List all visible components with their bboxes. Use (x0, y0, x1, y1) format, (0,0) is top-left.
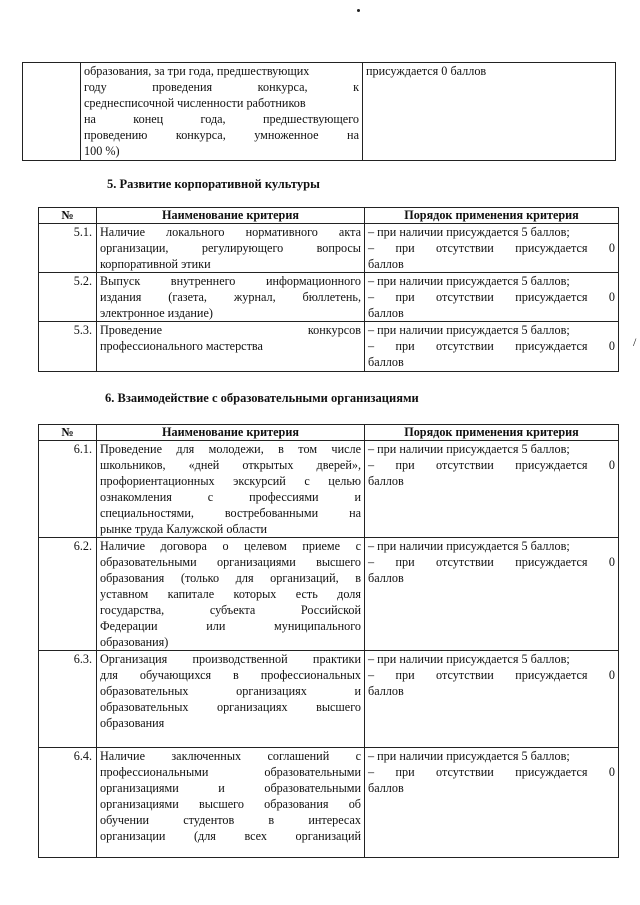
criterion-line: образовательных организациях и (100, 684, 361, 698)
criterion-line: Наличие локального нормативного акта (100, 225, 361, 239)
order-cell (365, 748, 619, 858)
table-row (39, 322, 619, 372)
section-6-table (38, 424, 619, 858)
criterion-line: организации (для всех организаций (100, 829, 361, 843)
row-number: 5.3. (39, 322, 97, 372)
order-line: баллов (368, 571, 404, 585)
criterion-line: образовательных организациях высшего (100, 700, 361, 714)
criterion-cell (97, 224, 365, 273)
scan-dot (357, 9, 360, 12)
order-line: – при наличии присуждается 5 баллов; (368, 442, 570, 456)
criterion-cell (97, 322, 365, 372)
criterion-line: корпоративной этики (100, 257, 211, 271)
criterion-cell (97, 748, 365, 858)
order-line: – при отсутствии присуждается 0 (368, 290, 615, 304)
order-line: – при отсутствии присуждается 0 (368, 765, 615, 779)
order-cell (365, 224, 619, 273)
order-line: – при отсутствии присуждается 0 (368, 339, 615, 353)
order-line: – при отсутствии присуждается 0 (368, 458, 615, 472)
criterion-cell (81, 63, 363, 161)
criterion-line: ознакомления с профессиями и (100, 490, 361, 504)
header-criterion: Наименование критерия (97, 208, 365, 224)
order-line: баллов (368, 781, 404, 795)
order-cell (365, 322, 619, 372)
order-line: – при отсутствии присуждается 0 (368, 668, 615, 682)
criterion-cell (97, 441, 365, 538)
order-cell (365, 273, 619, 322)
row-number: 6.2. (39, 538, 97, 651)
order-cell (365, 651, 619, 748)
criterion-line: Наличие заключенных соглашений с (100, 749, 361, 763)
criterion-line: организации, регулирующего вопросы (100, 241, 361, 255)
criterion-line: рынке труда Калужской области (100, 522, 268, 536)
criterion-line: на конец года, предшествующего (84, 112, 359, 126)
criterion-cell (97, 273, 365, 322)
criterion-line: специальностями, востребованными на (100, 506, 361, 520)
criterion-line: обучении студентов в интересах (100, 813, 361, 827)
section-5-title: 5. Развитие корпоративной культуры (107, 177, 320, 191)
row-number: 6.3. (39, 651, 97, 748)
order-line: – при отсутствии присуждается 0 (368, 555, 615, 569)
header-number: № (39, 425, 97, 441)
table-row (39, 224, 619, 273)
table-row (23, 63, 616, 161)
section-6-title: 6. Взаимодействие с образовательными организациями (105, 391, 419, 405)
row-number: 6.4. (39, 748, 97, 858)
criterion-cell (97, 651, 365, 748)
row-number: 5.1. (39, 224, 97, 273)
table-header-row (39, 425, 619, 441)
table-row (39, 538, 619, 651)
table-row (39, 748, 619, 858)
criterion-line: организациями и образовательными (100, 781, 361, 795)
order-line: – при наличии присуждается 5 баллов; (368, 225, 570, 239)
row-number: 5.2. (39, 273, 97, 322)
table-row (39, 273, 619, 322)
order-line: баллов (368, 257, 404, 271)
criterion-line: среднесписочной численности работников (84, 96, 306, 110)
order-line: – при отсутствии присуждается 0 (368, 241, 615, 255)
order-line: баллов (368, 355, 404, 369)
order-line: – при наличии присуждается 5 баллов; (368, 749, 570, 763)
criterion-line: издания (газета, журнал, бюллетень, (100, 290, 361, 304)
section-5-table (38, 207, 619, 372)
criterion-line: Федерации или муниципального (100, 619, 361, 633)
order-line: – при наличии присуждается 5 баллов; (368, 652, 570, 666)
header-order: Порядок применения критерия (365, 425, 619, 441)
order-line: баллов (368, 684, 404, 698)
criterion-line: 100 %) (84, 144, 120, 158)
criterion-line: образования, за три года, предшествующих (84, 64, 310, 78)
criterion-line: профессиональными образовательными (100, 765, 361, 779)
row-number-cell (23, 63, 81, 161)
order-line: – при наличии присуждается 5 баллов; (368, 274, 570, 288)
order-cell (365, 441, 619, 538)
criterion-line: электронное издание) (100, 306, 213, 320)
order-line: – при наличии присуждается 5 баллов; (368, 539, 570, 553)
criterion-line: школьников, «дней открытых дверей», (100, 458, 361, 472)
criterion-line: профориентационных экскурсий с целью (100, 474, 361, 488)
order-cell (365, 538, 619, 651)
criterion-line: проведению конкурса, умноженное на (84, 128, 359, 142)
criterion-cell (97, 538, 365, 651)
criterion-line: году проведения конкурса, к (84, 80, 359, 94)
order-cell (363, 63, 616, 161)
criterion-line: Наличие договора о целевом приеме с (100, 539, 361, 553)
header-order: Порядок применения критерия (365, 208, 619, 224)
criterion-line: Организация производственной практики (100, 652, 361, 666)
criterion-line: образования (100, 716, 165, 730)
continuation-table (22, 62, 616, 161)
criterion-line: организациями высшего образования об (100, 797, 361, 811)
table-row (39, 441, 619, 538)
criterion-line: Выпуск внутреннего информационного (100, 274, 361, 288)
criterion-line: уставном капитале которых есть доля (100, 587, 361, 601)
criterion-line: государства, субъекта Российской (100, 603, 361, 617)
criterion-line: Проведение конкурсов (100, 323, 361, 337)
header-number: № (39, 208, 97, 224)
row-number: 6.1. (39, 441, 97, 538)
order-line: баллов (368, 306, 404, 320)
order-line: – при наличии присуждается 5 баллов; (368, 323, 570, 337)
criterion-line: образовательными организациями высшего (100, 555, 361, 569)
criterion-line: для обучающихся в профессиональных (100, 668, 361, 682)
header-criterion: Наименование критерия (97, 425, 365, 441)
table-row (39, 651, 619, 748)
order-line: баллов (368, 474, 404, 488)
criterion-line: профессионального мастерства (100, 339, 263, 353)
criterion-line: образования) (100, 635, 169, 649)
criterion-line: образования (только для организаций, в (100, 571, 361, 585)
scan-edge-mark: / (633, 335, 637, 349)
criterion-line: Проведение для молодежи, в том числе (100, 442, 361, 456)
table-header-row (39, 208, 619, 224)
order-text: присуждается 0 баллов (366, 64, 487, 78)
